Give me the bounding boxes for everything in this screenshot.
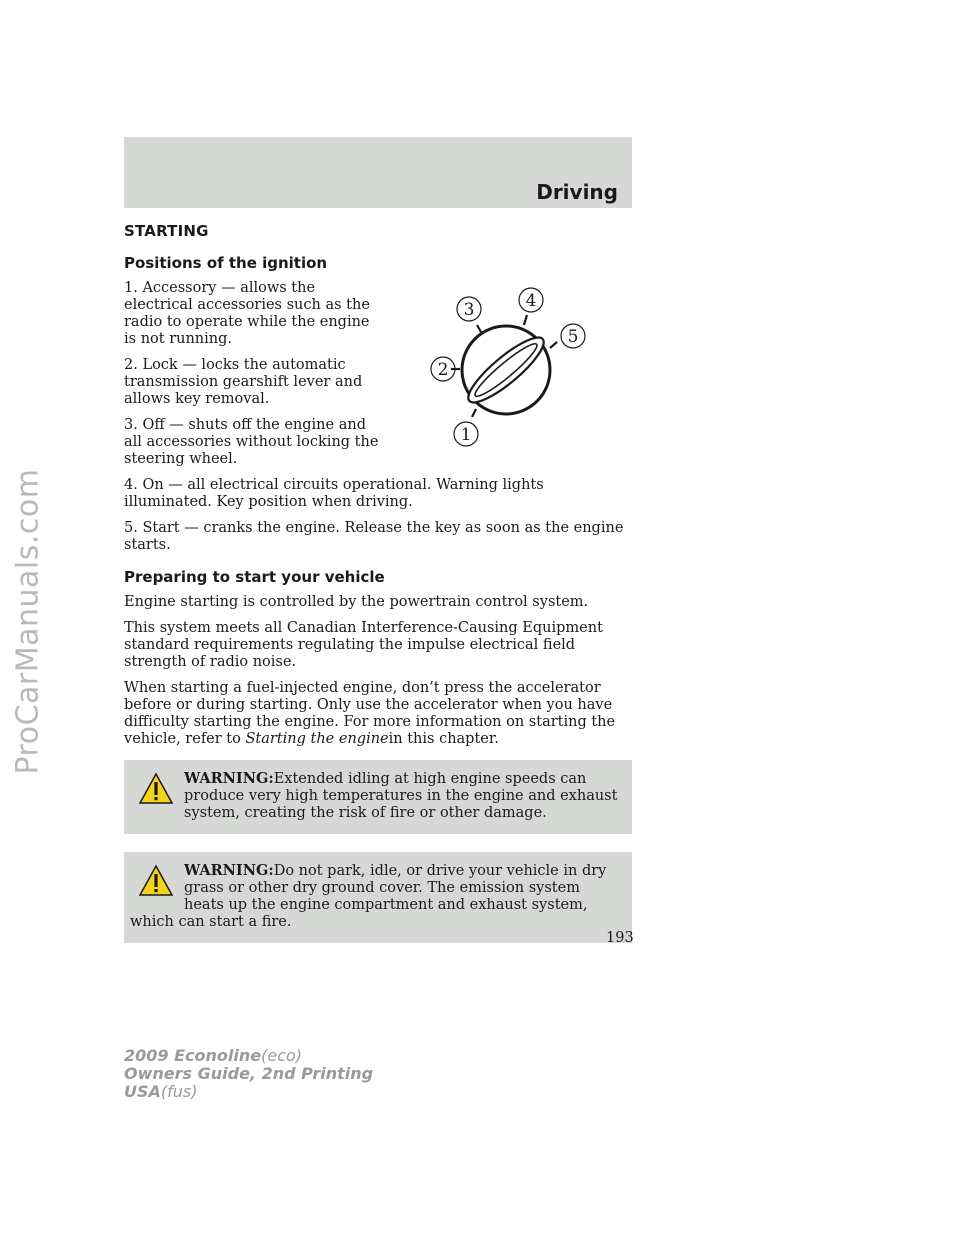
diagram-label-3: 3 [463,300,475,320]
ignition-heading: Positions of the ignition [124,254,328,272]
position-4: 4. On — all electrical circuits operational. Warning lights illuminated. Key position when driving. [124,477,544,510]
tick-1 [472,409,476,417]
page-heading: STARTING [124,222,209,240]
watermark-text: ProCarManuals.com [10,467,46,775]
footer-model: 2009 Econoline [124,1046,262,1065]
position-5: 5. Start — cranks the engine. Release the key as soon as the engine starts. [124,520,624,553]
preparing-p1: Engine starting is controlled by the powertrain control system. [124,594,589,610]
tick-4 [524,315,527,325]
footer-market: USA [124,1082,161,1101]
preparing-p3: When starting a fuel-injected engine, don’t press the accelerator before or during starting. Only use the accelerator when you have difficulty starting the engine. For more information on starting the vehicle, refer to Starting the enginein this chapter. [124,680,616,747]
footer [124,1047,373,1101]
warning-text-1: Extended idling at high engine speeds can produce very high temperatures in the engine and exhaust system, creating the risk of fire or other damage. [184,771,618,821]
diagram-label-2: 2 [437,360,449,380]
warning-text-2: Do not park, idle, or drive your vehicle in dry grass or other dry ground cover. The emission system heats up the engine compartment and exhaust system, which can start a fire. [130,863,607,930]
diagram-label-5: 5 [567,327,579,347]
warning-triangle-icon [138,864,174,898]
warning-label-1: WARNING: [184,770,274,787]
watermark [0,0,56,1242]
warning-box-1 [124,760,632,834]
page-content [124,222,632,961]
section-header [124,137,632,208]
tick-5 [550,342,557,348]
footer-edition: Owners Guide, 2nd Printing [124,1064,374,1083]
preparing-p2: This system meets all Canadian Interference-Causing Equipment standard requirements regulating the impulse electrical field strength of radio noise. [124,620,603,670]
page-number: 193 [606,930,634,946]
chapter-reference: Starting the engine [245,731,389,747]
position-2: 2. Lock — locks the automatic transmission gearshift lever and allows key removal. [124,357,363,407]
warning-box-2 [124,852,632,943]
ignition-diagram [426,284,586,454]
warning-triangle-icon [138,772,174,806]
warning-label-2: WARNING: [184,862,274,879]
position-1: 1. Accessory — allows the electrical accessories such as the radio to operate while the engine is not running. [124,280,370,347]
position-3: 3. Off — shuts off the engine and all accessories without locking the steering wheel. [124,417,379,467]
diagram-label-1: 1 [460,425,472,445]
tick-3 [477,325,481,332]
footer-model-code: (eco) [261,1046,303,1065]
footer-market-code: (fus) [160,1082,198,1101]
preparing-heading: Preparing to start your vehicle [124,568,385,586]
section-title: Driving [536,180,618,204]
diagram-label-4: 4 [525,291,537,311]
